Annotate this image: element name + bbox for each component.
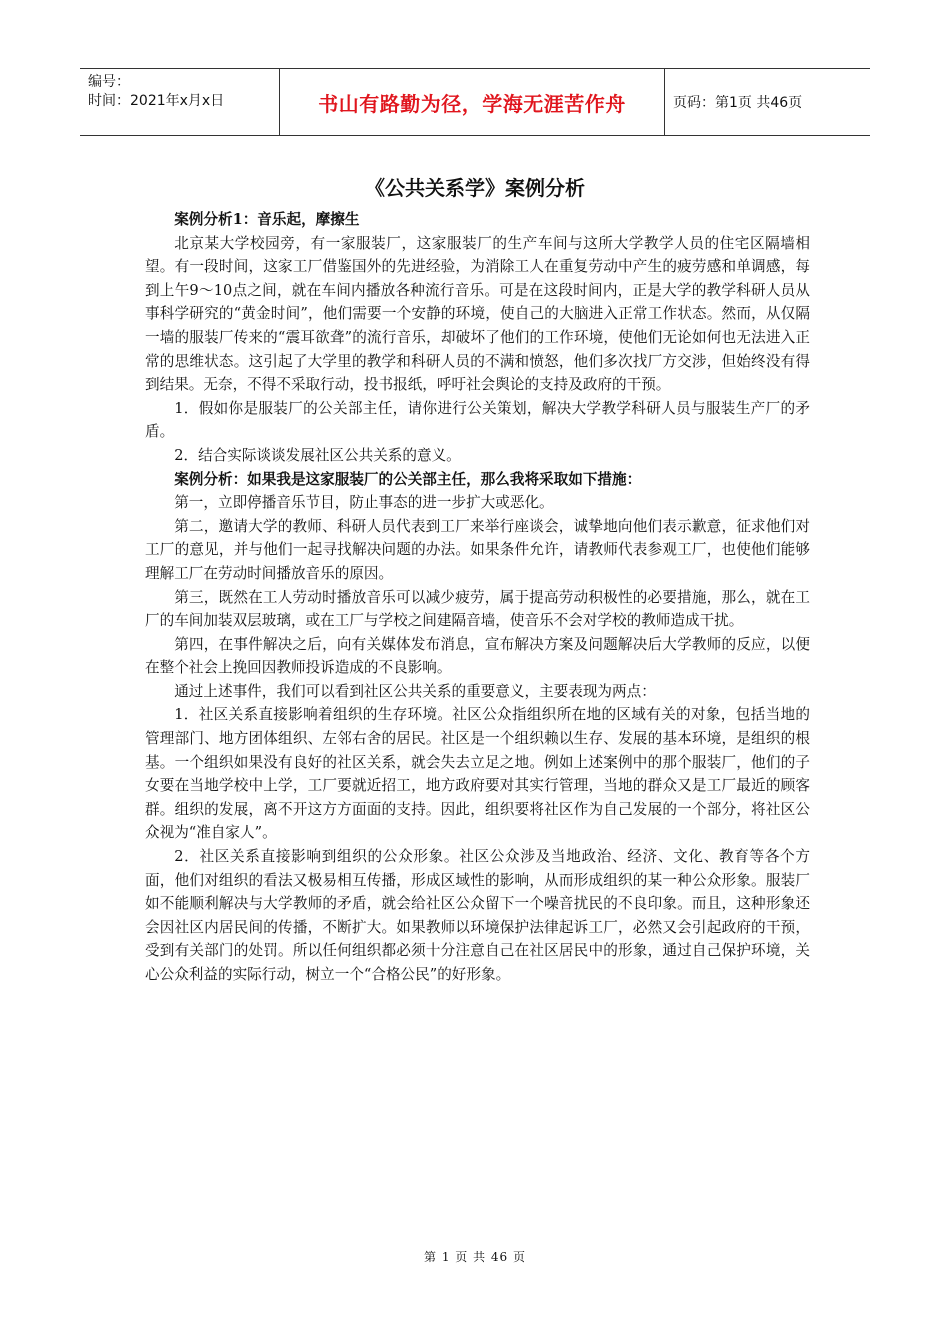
question-1: 1．假如你是服装厂的公关部主任，请你进行公关策划，解决大学教学科研人员与服装生产厂的矛盾。 (145, 399, 810, 441)
paragraph: 第三，既然在工人劳动时播放音乐可以减少疲劳，属于提高劳动积极性的必要措施，那么，就在工厂的车间加装双层玻璃，或在工厂与学校之间建隔音墙，使音乐不会对学校的教师造成干扰。 (145, 588, 810, 630)
header-page-label: 页码：第1页 共46页 (673, 95, 803, 111)
header-meta (80, 69, 280, 135)
analysis-heading: 案例分析：如果我是这家服装厂的公关部主任，那么我将采取如下措施： (174, 470, 642, 488)
paragraph: 第二，邀请大学的教师、科研人员代表到工厂来举行座谈会，诚挚地向他们表示歉意，征求他们对工厂的意见，并与他们一起寻找解决问题的办法。如果条件允许，请教师代表参观工厂，也使他们能够理解工厂在劳动时间播放音乐的原因。 (145, 517, 810, 582)
document-title: 《公共关系学》案例分析 (365, 176, 585, 200)
paragraph: 第一，立即停播音乐节目，防止事态的进一步扩大或恶化。 (174, 494, 554, 512)
paragraph: 北京某大学校园旁，有一家服装厂，这家服装厂的生产车间与这所大学教学人员的住宅区隔墙相望。有一段时间，这家工厂借鉴国外的先进经验，为消除工人在重复劳动中产生的疲劳感和单调感，每到上午9～10点之间，就在车间内播放各种流行音乐。可是在这段时间内，正是大学的教学科研人员从事科学研究的“黄金时间”，他们需要一个安静的环境，使自己的大脑进入正常工作状态。然而，从仅隔一墙的服装厂传来的“震耳欲聋”的流行音乐，却破坏了他们的工作环境，使他们无论如何也无法进入正常的思维状态。这引起了大学里的教学和科研人员的不满和愤怒，他们多次找厂方交涉，但始终没有得到结果。无奈，不得不采取行动，投书报纸，呼吁社会舆论的支持及政府的干预。 (145, 234, 810, 394)
header-motto: 书山有路勤为径，学海无涯苦作舟 (280, 69, 665, 135)
paragraph: 第四，在事件解决之后，向有关媒体发布消息，宣布解决方案及问题解决后大学教师的反应，以便在整个社会上挽回因教师投诉造成的不良影响。 (145, 635, 810, 677)
document-date-label: 时间：2021年x月x日 (88, 93, 225, 109)
page-header (80, 68, 870, 136)
paragraph: 通过上述事件，我们可以看到社区公共关系的重要意义，主要表现为两点： (174, 682, 656, 700)
question-2: 2．结合实际谈谈发展社区公共关系的意义。 (174, 446, 461, 464)
case-heading: 案例分析1：音乐起，摩擦生 (174, 211, 360, 228)
document-number-label: 编号： (88, 74, 130, 90)
page-footer: 第 1 页 共 46 页 (424, 1250, 526, 1264)
paragraph: 1．社区关系直接影响着组织的生存环境。社区公众指组织所在地的区域有关的对象，包括当地的管理部门、地方团体组织、左邻右舍的居民。社区是一个组织赖以生存、发展的基本环境，是组织的根基。一个组织如果没有良好的社区关系，就会失去立足之地。例如上述案例中的那个服装厂，他们的子女要在当地学校中上学，工厂要就近招工，地方政府要对其实行管理，当地的群众又是工厂最近的顾客群。组织的发展，离不开这方方面面的支持。因此，组织要将社区作为自己发展的一个部分，将社区公众视为“准自家人”。 (145, 706, 810, 842)
document-body (145, 208, 810, 987)
paragraph: 2．社区关系直接影响到组织的公众形象。社区公众涉及当地政治、经济、文化、教育等各个方面，他们对组织的看法又极易相互传播，形成区域性的影响，从而形成组织的某一种公众形象。服装厂如不能顺利解决与大学教师的矛盾，就会给社区公众留下一个噪音扰民的不良印象。而且，这种形象还会因社区内居民间的传播，不断扩大。如果教师以环境保护法律起诉工厂，必然又会引起政府的干预，受到有关部门的处罚。所以任何组织都必须十分注意自己在社区居民中的形象，通过自己保护环境，关心公众利益的实际行动，树立一个“合格公民”的好形象。 (145, 848, 810, 983)
